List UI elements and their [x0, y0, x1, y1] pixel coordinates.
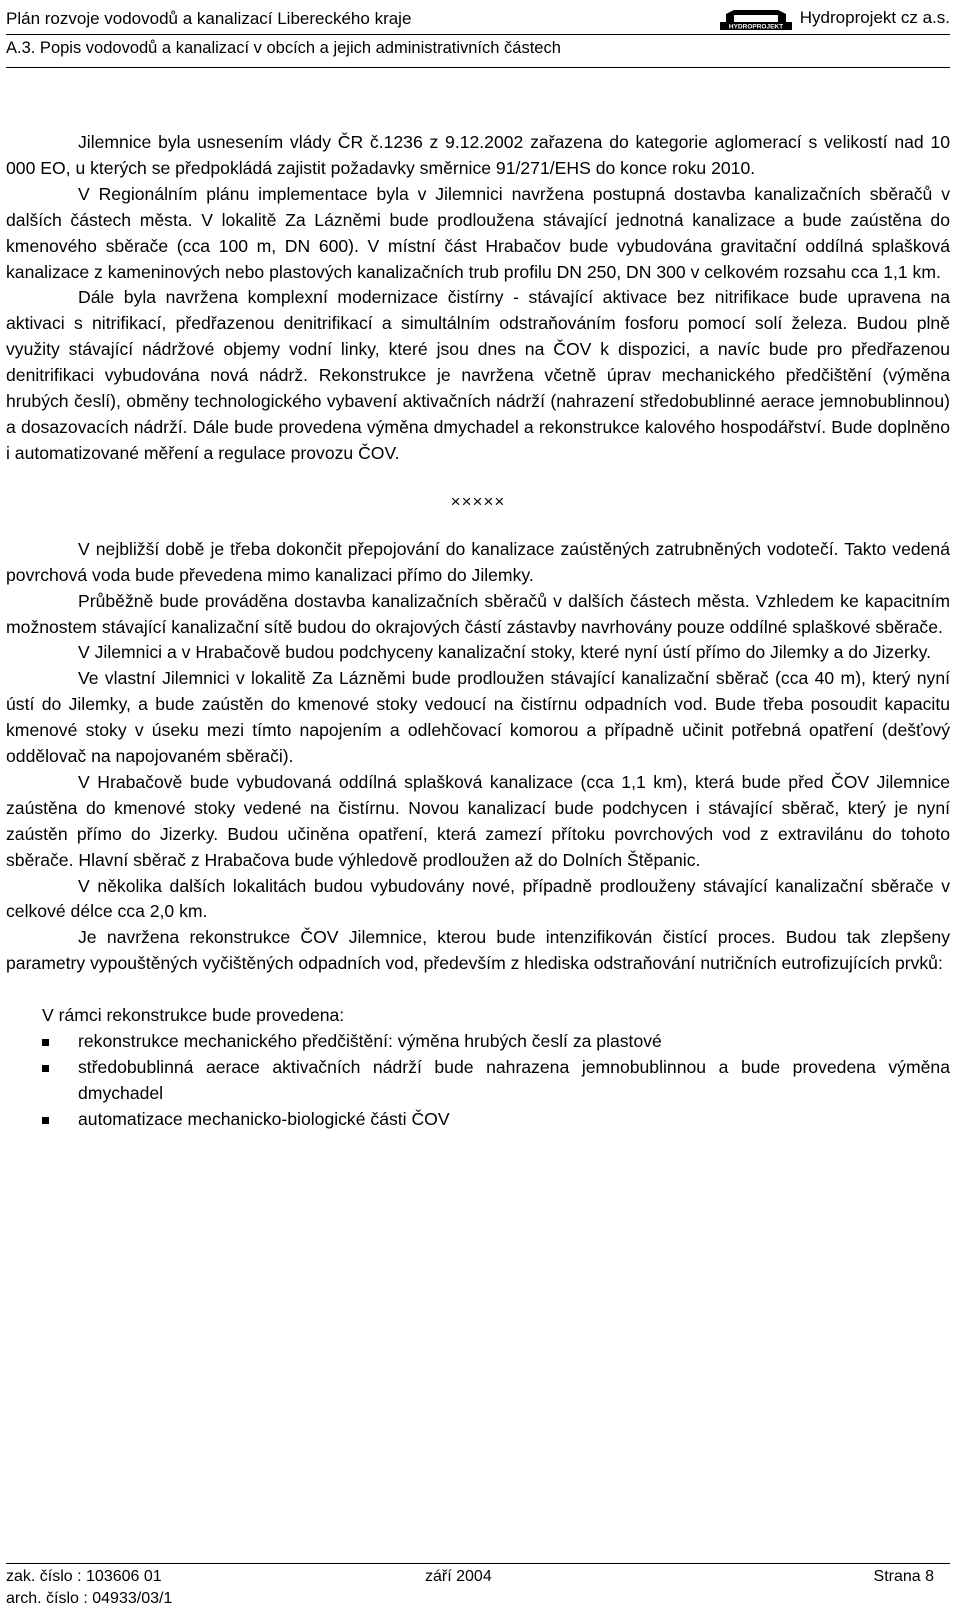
paragraph: Průběžně bude prováděna dostavba kanalizačních sběračů v dalších částech města. Vzhledem ke kapacitním možnostem stávající kanalizační sítě budou do okrajových částí zástavby navrhovány pouze oddílné splaškové sběrače. — [6, 590, 950, 637]
document-body — [6, 130, 950, 1133]
page-number: Strana 8 — [873, 1568, 934, 1585]
page-footer — [6, 1563, 950, 1606]
header-company-block — [720, 6, 950, 30]
section-title: A.3. Popis vodovodů a kanalizací v obcích a jejich administrativních částech — [6, 35, 950, 68]
paragraph: V několika dalších lokalitách budou vybudovány nové, případně prodlouženy stávající kanalizační sběrače v celkové délce cca 2,0 km. — [6, 875, 950, 922]
paragraph: V Hrabačově bude vybudovaná oddílná splašková kanalizace (cca 1,1 km), která bude před ČOV Jilemnice zaústěna do kmenové stoky vedené na čistírnu. Novou kanalizací bude podchycen i stávající sběrač, který je nyní zaústěn přímo do Jizerky. Budou učiněna opatření, která zamezí přítoku povrchových vod z extravilánu do tohoto sběrače. Hlavní sběrač z Hrabačova bude výhledově prodloužen až do Dolních Štěpanic. — [6, 771, 950, 870]
list-item — [6, 1107, 950, 1133]
contract-number: zak. číslo : 103606 01 — [6, 1568, 162, 1585]
list-item-text: středobublinná aerace aktivačních nádrží bude nahrazena jemnobublinnou a bude provedena výměna dmychadel — [78, 1057, 950, 1103]
hydroprojekt-logo — [720, 6, 792, 30]
company-name: Hydroprojekt cz a.s. — [799, 8, 950, 27]
section-separator: ××××× — [450, 491, 506, 511]
archive-number: arch. číslo : 04933/03/1 — [6, 1590, 173, 1607]
list-item — [6, 1029, 950, 1055]
paragraph: V nejbližší době je třeba dokončit přepojování do kanalizace zaústěných zatrubněných vodotečí. Takto vedená povrchová voda bude převedena mimo kanalizaci přímo do Jilemky. — [6, 538, 950, 585]
paragraph: V Jilemnici a v Hrabačově budou podchyceny kanalizační stoky, které nyní ústí přímo do Jilemky a do Jizerky. — [78, 642, 932, 663]
spacer — [6, 977, 950, 1003]
bullet-square-icon — [42, 1039, 49, 1046]
bullet-square-icon — [42, 1065, 49, 1072]
footer-row — [6, 1586, 950, 1606]
paragraph: Jilemnice byla usnesením vlády ČR č.1236 z 9.12.2002 zařazena do kategorie aglomerací s velikostí nad 10 000 EO, u kterých se předpokládá zajistit požadavky směrnice 91/271/EHS do konce roku 2010. — [6, 132, 950, 178]
paragraph: V Regionálním plánu implementace byla v Jilemnici navržena postupná dostavba kanalizačních sběračů v dalších částech města. V lokalitě Za Lázněmi bude prodloužena stávající jednotná kanalizace a bude zaústěna do kmenového sběrače (cca 100 m, DN 600). V místní část Hrabačov bude vybudována gravitační oddílná splašková kanalizace z kameninových nebo plastových kanalizačních trub profilu DN 250, DN 300 v celkovém rozsahu cca 1,1 km. — [6, 183, 950, 282]
list-item-text: rekonstrukce mechanického předčištění: výměna hrubých česlí za plastové — [78, 1031, 662, 1052]
footer-row — [6, 1564, 950, 1586]
footer-date: září 2004 — [425, 1568, 492, 1585]
document-title: Plán rozvoje vodovodů a kanalizací Libereckého kraje — [6, 9, 412, 28]
page-header — [6, 0, 950, 68]
list-item-text: automatizace mechanicko-biologické části ČOV — [78, 1108, 450, 1129]
svg-text:HYDROPROJEKT: HYDROPROJEKT — [728, 23, 783, 30]
paragraph: Dále byla navržena komplexní modernizace čistírny - stávající aktivace bez nitrifikace bude upravena na aktivaci s nitrifikací, předřazenou denitrifikací a simultálním odstraňováním fosforu pomocí solí železa. Budou plně využity stávající nádržové objemy vodní linky, které jsou dnes na ČOV k dispozici, a navíc bude pro předřazenou denitrifikaci vybudována nová nádrž. Rekonstrukce je navržena včetně úprav mechanického předčištění (výměna hrubých česlí), obměny technologického vybavení aktivačních nádrží (nahrazení středobublinné aerace jemnobublinnou) a dosazovacích nádrží. Dále bude provedena výměna dmychadel a rekonstrukce kalového hospodářství. Bude doplněno i automatizované měření a regulace provozu ČOV. — [6, 287, 950, 463]
header-top-row — [6, 0, 950, 35]
paragraph: Je navržena rekonstrukce ČOV Jilemnice, kterou bude intenzifikován čistící proces. Budou tak zlepšeny parametry vypouštěných vyčištěných odpadních vod, především z hlediska odstraňování nutričních eutrofizujících prvků: — [6, 927, 950, 974]
list-item — [6, 1055, 950, 1107]
bullet-square-icon — [42, 1117, 49, 1124]
list-intro: V rámci rekonstrukce bude provedena: — [42, 1005, 345, 1026]
paragraph: Ve vlastní Jilemnici v lokalitě Za Lázněmi bude prodloužen stávající kanalizační sběrač (cca 40 m), který nyní ústí do Jilemky, a bude zaústěn do kmenové stoky vedoucí na čistírnu odpadních vod. Bude třeba posoudit kapacitu kmenové stoky v úseku mezi tímto napojením a odlehčovací komorou a případně učinit potřebná opatření (dešťový oddělovač na napojovaném sběrači). — [6, 668, 950, 767]
